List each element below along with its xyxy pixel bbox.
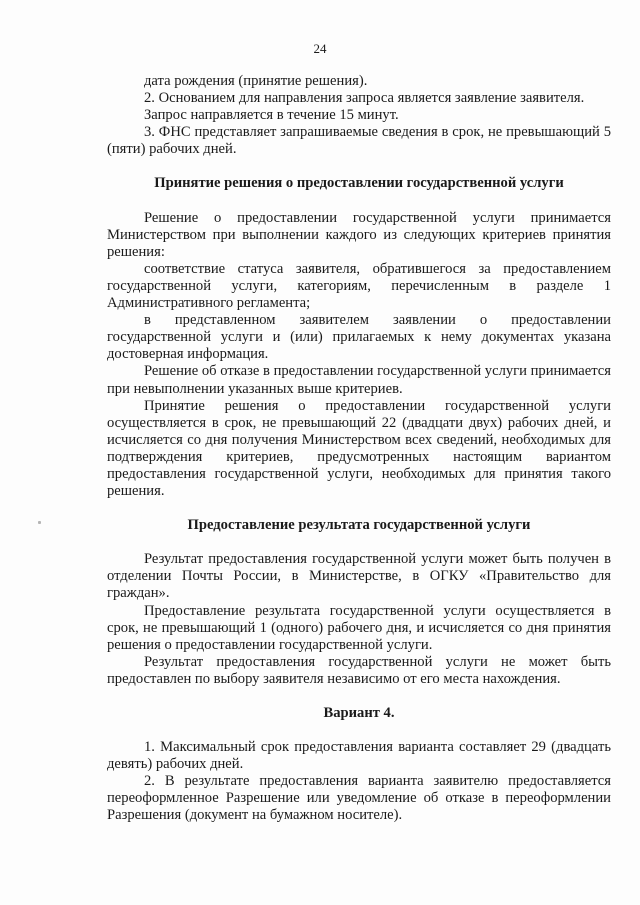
paragraph-decision-criteria: Решение о предоставлении государственной услуги принимается Министерством при выполнении каждого из следующих критериев принятия решения:	[107, 209, 611, 260]
section-heading-variant-4: Вариант 4.	[323, 705, 395, 721]
section-heading-decision: Принятие решения о предоставлении государственной услуги	[154, 175, 564, 192]
paragraph-result-location: Результат предоставления государственной услуги не может быть предоставлен по выбору заявителя независимо от его места нахождения.	[107, 653, 611, 687]
intro-line-3: Запрос направляется в течение 15 минут.	[144, 107, 399, 124]
paragraph-criterion-status: соответствие статуса заявителя, обратившегося за предоставлением государственной услуги, категориям, перечисленным в разделе 1 Административного регламента;	[107, 260, 611, 312]
paragraph-refusal: Решение об отказе в предоставлении государственной услуги принимается при невыполнении указанных выше критериев.	[107, 363, 611, 397]
paragraph-variant-result: 2. В результате предоставления варианта заявителю предоставляется переоформленное Разрешение или уведомление об отказе в переоформлении Разрешения (документ на бумажном носителе).	[107, 773, 611, 824]
page-number: 24	[313, 41, 327, 56]
scan-margin-mark	[38, 521, 41, 524]
paragraph-result-term: Предоставление результата государственной услуги осуществляется в срок, не превышающий 1 (одного) рабочего дня, и исчисляется со дня принятия решения о предоставлении государственной услуги.	[107, 602, 611, 653]
paragraph-variant-term: 1. Максимальный срок предоставления варианта составляет 29 (двадцать девять) рабочих дней.	[107, 739, 611, 773]
paragraph-decision-term: Принятие решения о предоставлении государственной услуги осуществляется в срок, не превышающий 22 (двадцати двух) рабочих дней, и исчисляется со дня получения Министерством всех сведений, необходимых для подтверждения критериев, предусмотренных настоящим вариантом предоставления государственной услуги, необходимых для принятия такого решения.	[107, 397, 611, 500]
intro-line-1: дата рождения (принятие решения).	[144, 73, 368, 89]
paragraph-criterion-info: в представленном заявителем заявлении о предоставлении государственной услуги и (или) прилагаемых к нему документах указана достоверная информация.	[107, 312, 611, 363]
section-heading-result: Предоставление результата государственной услуги	[187, 517, 531, 534]
document-body	[107, 73, 611, 825]
intro-line-4: 3. ФНС представляет запрашиваемые сведения в срок, не превышающий 5 (пяти) рабочих дней.	[107, 124, 611, 158]
intro-line-2: 2. Основанием для направления запроса является заявление заявителя.	[144, 90, 585, 107]
paragraph-result-place: Результат предоставления государственной услуги может быть получен в отделении Почты России, в Министерстве, в ОГКУ «Правительство для граждан».	[107, 551, 611, 602]
